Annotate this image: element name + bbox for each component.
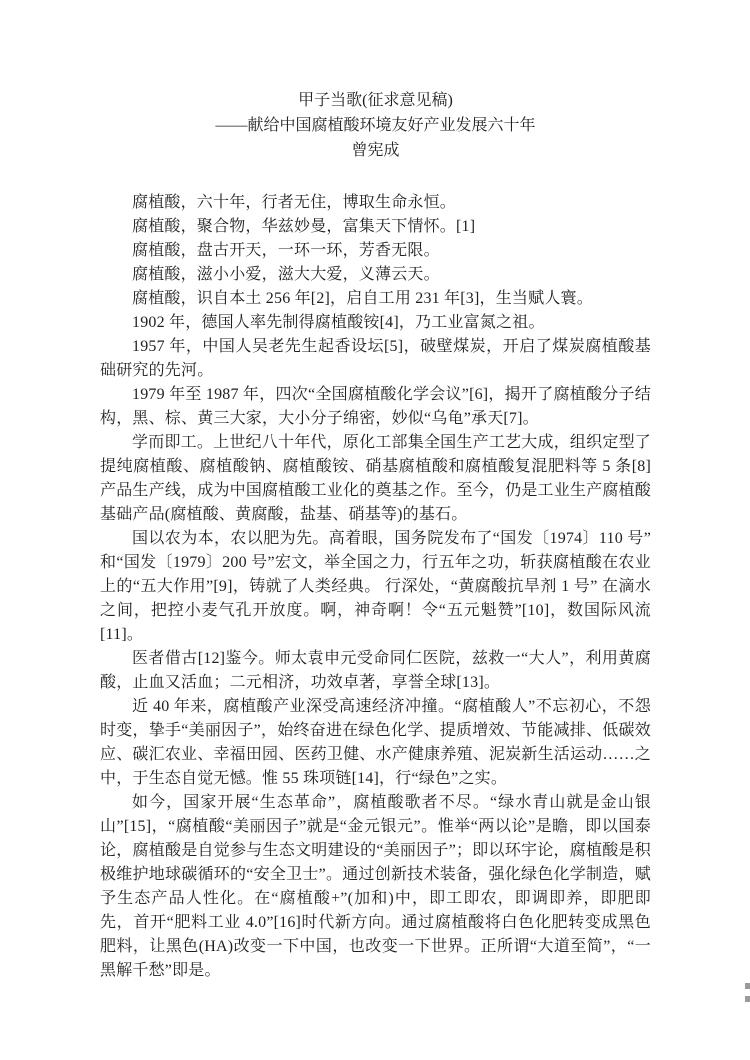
paragraph: 1902 年，德国人率先制得腐植酸铵[4]，乃工业富氮之祖。	[132, 314, 545, 331]
paragraph: 近 40 年来，腐植酸产业深受高速经济冲撞。“腐植酸人”不忘初心，不怨时变，挚手“美丽因子”，始终奋进在绿色化学、提质增效、节能减排、低碳效应、碳汇农业、幸福田园、医药卫健、水产健康养殖、泥炭新生活运动……之中，于生态自觉无憾。惟 55 珠项链[14]，行“绿色”之实。	[100, 698, 651, 787]
paragraph: 国以农为本，农以肥为先。高着眼，国务院发布了“国发〔1974〕110 号” 和“国发〔1979〕200 号”宏文，举全国之力，行五年之功，斩获腐植酸在农业上的“五大作用”[9]，铸就了人类经典。 行深处，“黄腐酸抗旱剂 1 号” 在滴水之间，把控小麦气孔开放度。啊，神奇啊！令“五元魁赞”[10]，数国际风流[11]。	[100, 530, 651, 643]
scan-edge-mark	[745, 983, 750, 989]
document-author: 曾宪成	[351, 142, 400, 159]
paragraph: 腐植酸，聚合物，华兹妙曼，富集天下情怀。[1]	[132, 218, 476, 235]
document-content	[100, 88, 651, 983]
paragraph: 学而即工。上世纪八十年代，原化工部集全国生产工艺大成，组织定型了提纯腐植酸、腐植酸钠、腐植酸铵、硝基腐植酸和腐植酸复混肥料等 5 条[8]产品生产线，成为中国腐植酸工业化的奠基之作。至今，仍是工业生产腐植酸基础产品(腐植酸、黄腐酸，盐基、硝基等)的基石。	[100, 434, 651, 523]
paragraph: 如今，国家开展“生态革命”，腐植酸歌者不尽。“绿水青山就是金山银山”[15]，“腐植酸“美丽因子”就是“金元银元”。惟举“两以论”是瞻，即以国泰论，腐植酸是自觉参与生态文明建设的“美丽因子”；即以环宇论，腐植酸是积极维护地球碳循环的“安全卫士”。通过创新技术装备，强化绿色化学制造，赋予生态产品人性化。在“腐植酸+”(加和)中，即工即农，即调即养，即肥即先，首开“肥料工业 4.0”[16]时代新方向。通过腐植酸将白色化肥转变成黑色肥料，让黑色(HA)改变一下中国，也改变一下世界。正所谓“大道至简”，“一黑解千愁”即是。	[100, 794, 651, 979]
document-body	[100, 191, 651, 983]
scan-edge-mark	[745, 996, 750, 1002]
document-title: 甲子当歌(征求意见稿)	[298, 92, 453, 109]
paragraph: 1957 年，中国人吴老先生起香设坛[5]，破壁煤炭，开启了煤炭腐植酸基础研究的先河。	[100, 338, 651, 379]
paragraph: 腐植酸，滋小小爱，滋大大爱，义薄云天。	[132, 266, 440, 283]
paragraph: 腐植酸，识自本土 256 年[2]，启自工用 231 年[3]，生当赋人寰。	[132, 290, 593, 307]
paragraph: 腐植酸，六十年，行者无住，博取生命永恒。	[132, 194, 457, 211]
paragraph: 1979 年至 1987 年，四次“全国腐植酸化学会议”[6]，揭开了腐植酸分子结构，黑、棕、黄三大家，大小分子绵密，妙似“乌龟”承天[7]。	[100, 386, 651, 427]
paragraph: 腐植酸，盘古开天，一环一环，芳香无限。	[132, 242, 440, 259]
scan-edge-artifact	[745, 983, 750, 1009]
document-subtitle: ——献给中国腐植酸环境友好产业发展六十年	[215, 117, 536, 134]
paragraph: 医者借古[12]鉴今。师太袁申元受命同仁医院，兹救一“大人”，利用黄腐酸，止血又活血；二元相济，功效卓著，享誉全球[13]。	[100, 650, 651, 691]
